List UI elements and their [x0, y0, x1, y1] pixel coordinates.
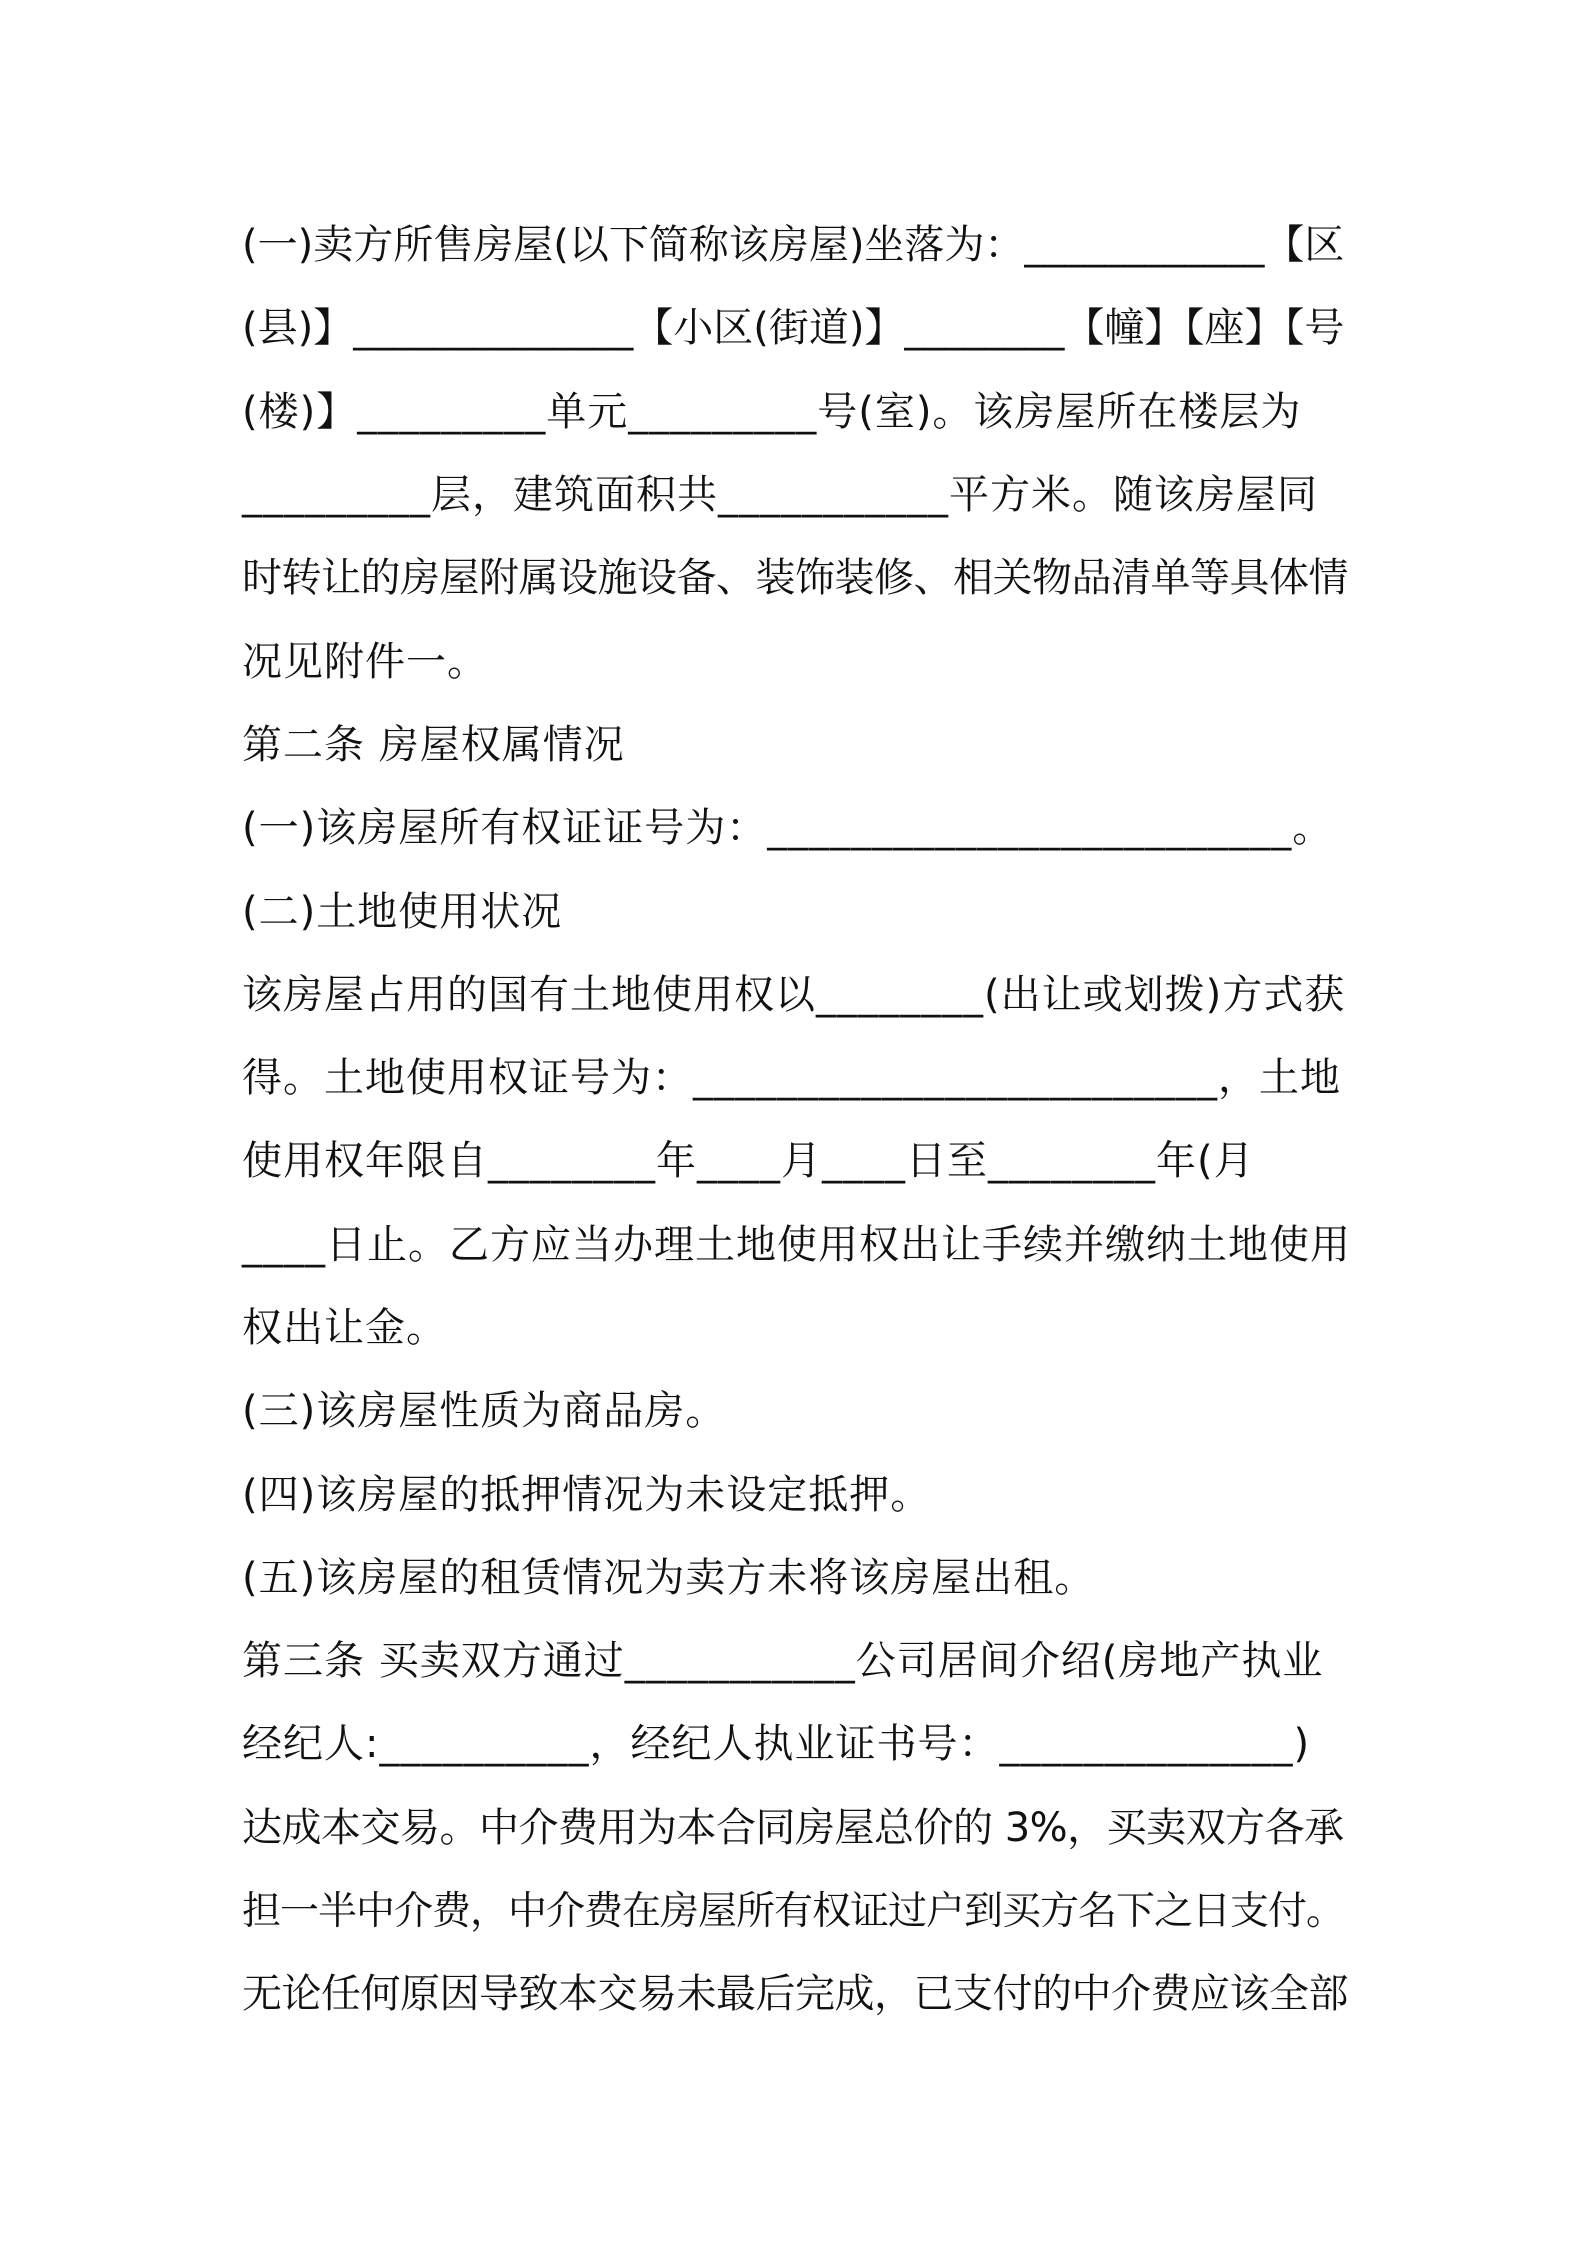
text-line-21: 担一半中介费，中介费在房屋所有权证过户到买方名下之日支付。	[242, 1888, 1345, 1934]
text-line-22: 无论任何原因导致本交易未最后完成，已支付的中介费应该全部	[242, 1971, 1348, 2018]
section-heading-article-3: 第三条 买卖双方通过___________公司居间介绍(房地产执业	[242, 1638, 1324, 1685]
text-line-8: (一)该房屋所有权证证号为：_________________________。	[242, 805, 1334, 852]
text-line-6: 况见附件一。	[242, 638, 488, 685]
text-line-14: 权出让金。	[242, 1305, 447, 1351]
section-heading-article-2: 第二条 房屋权属情况	[242, 721, 625, 768]
text-line-2: (县)】______________【小区(街道)】________【幢】【座】【号	[242, 305, 1345, 352]
text-line-16: (四)该房屋的抵押情况为未设定抵押。	[242, 1471, 932, 1518]
text-line-20: 达成本交易。中介费用为本合同房屋总价的 3%，买卖双方各承	[242, 1804, 1344, 1851]
text-line-12: 使用权年限自________年____月____日至________年(月	[242, 1138, 1255, 1185]
text-line-15: (三)该房屋性质为商品房。	[242, 1388, 727, 1435]
text-line-11: 得。土地使用权证号为：_________________________，土地	[242, 1055, 1341, 1102]
text-line-4: _________层，建筑面积共___________平方米。随该房屋同	[242, 472, 1318, 519]
text-line-5: 时转让的房屋附属设施设备、装饰装修、相关物品清单等具体情	[242, 555, 1348, 602]
text-line-1: (一)卖方所售房屋(以下简称该房屋)坐落为：____________【区	[242, 222, 1345, 269]
text-line-10: 该房屋占用的国有土地使用权以________(出让或划拨)方式获	[242, 971, 1346, 1018]
text-line-19: 经纪人:__________，经纪人执业证书号：______________)	[242, 1721, 1311, 1768]
text-line-17: (五)该房屋的租赁情况为卖方未将该房屋出租。	[242, 1554, 1096, 1601]
document-body	[242, 200, 1352, 2033]
text-line-13: ____日止。乙方应当办理土地使用权出让手续并缴纳土地使用	[242, 1221, 1351, 1268]
subheading-land-use: (二)土地使用状况	[242, 888, 563, 935]
text-line-3: (楼)】_________单元_________号(室)。该房屋所在楼层为	[242, 388, 1302, 435]
